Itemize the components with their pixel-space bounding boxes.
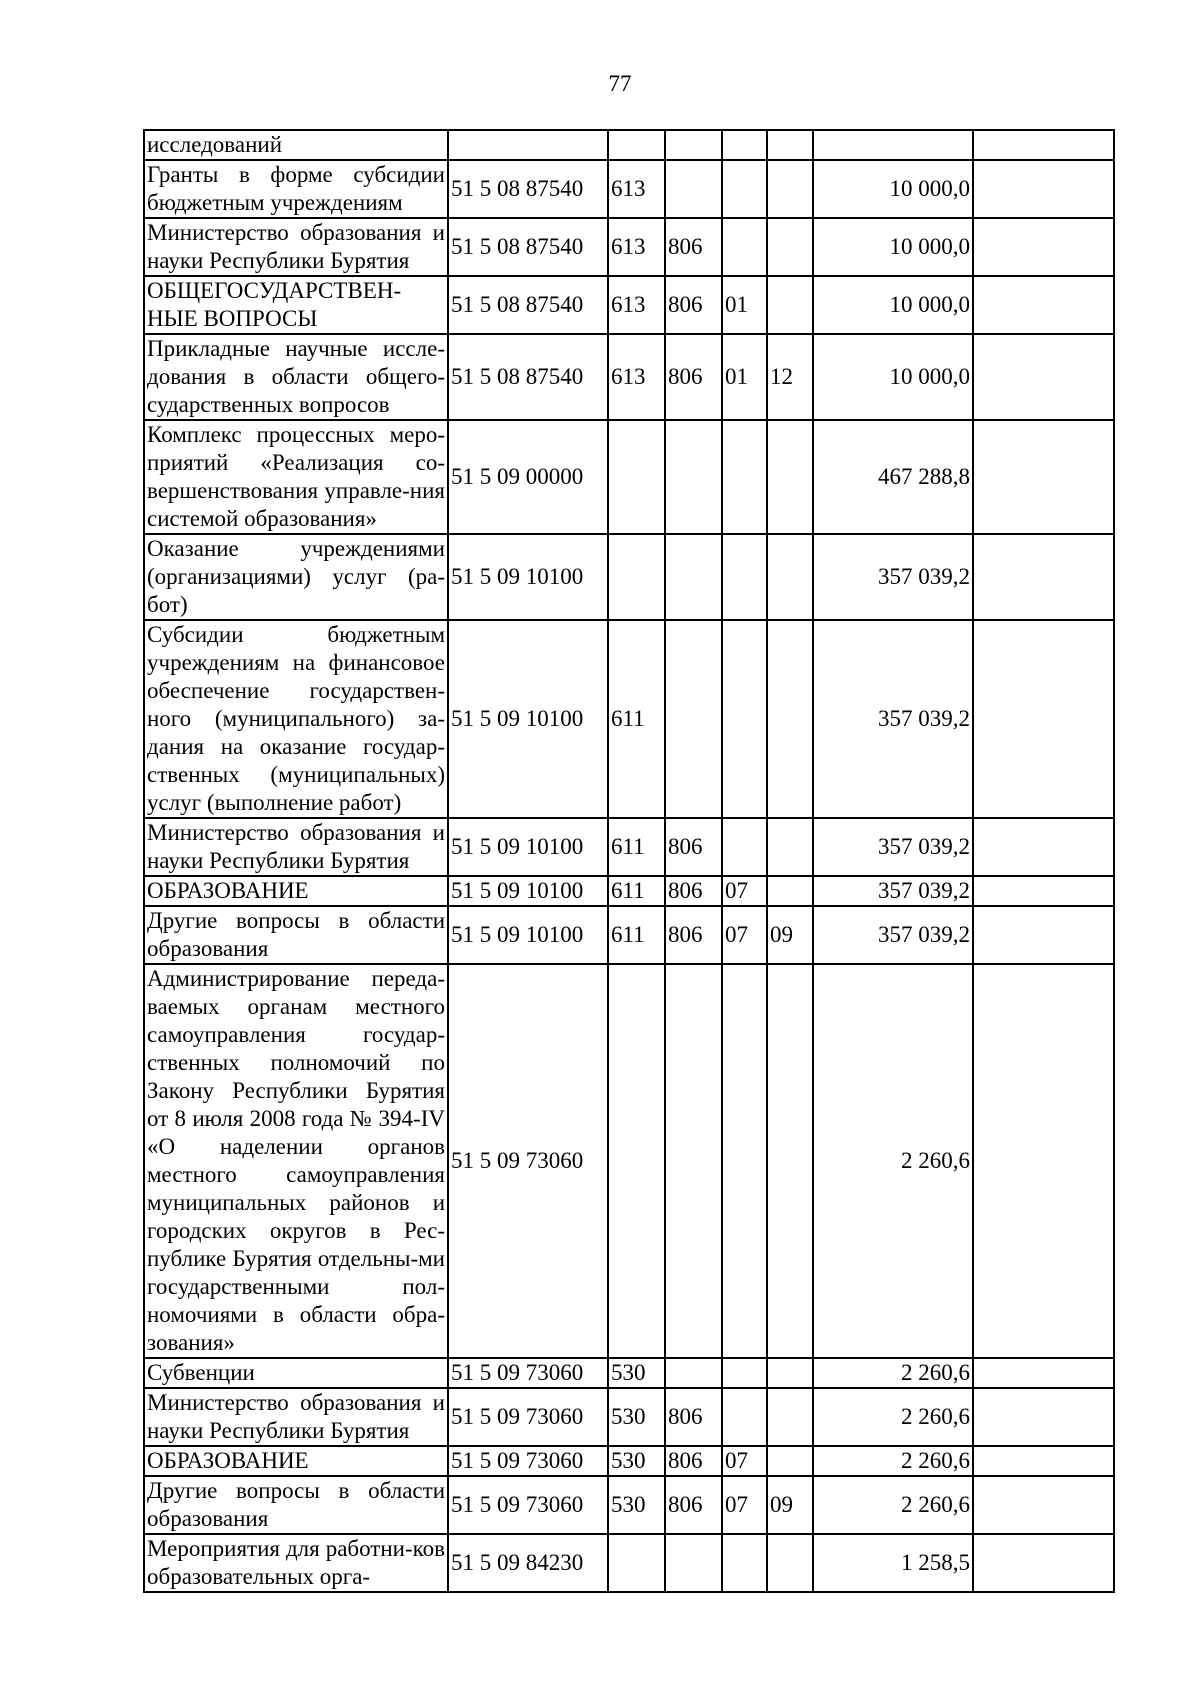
ministry-code-cell: 806 — [665, 1446, 722, 1476]
row-name-cell: ОБРАЗОВАНИЕ — [144, 1446, 448, 1476]
extra-cell — [973, 906, 1114, 964]
row-name-cell: ОБЩЕГОСУДАРСТВЕН-НЫЕ ВОПРОСЫ — [144, 276, 448, 334]
table-row — [144, 218, 1114, 276]
table-row — [144, 906, 1114, 964]
section-code-cell — [722, 964, 767, 1358]
amount-cell: 2 260,6 — [813, 1476, 973, 1534]
amount-cell: 357 039,2 — [813, 818, 973, 876]
extra-cell — [973, 334, 1114, 420]
section-code-cell: 07 — [722, 906, 767, 964]
subsection-code-cell: 09 — [767, 1476, 813, 1534]
expense-type-cell: 613 — [608, 218, 665, 276]
target-article-code-cell: 51 5 09 73060 — [448, 1476, 608, 1534]
table-row — [144, 1388, 1114, 1446]
extra-cell — [973, 818, 1114, 876]
page-number: 77 — [608, 71, 632, 96]
section-code-cell — [722, 818, 767, 876]
amount-cell: 2 260,6 — [813, 1446, 973, 1476]
row-name-cell: Министерство образования и науки Республики Бурятия — [144, 1388, 448, 1446]
expense-type-cell — [608, 130, 665, 160]
table-row — [144, 534, 1114, 620]
expense-type-cell: 611 — [608, 876, 665, 906]
section-code-cell: 07 — [722, 876, 767, 906]
target-article-code-cell: 51 5 09 10100 — [448, 534, 608, 620]
expense-type-cell: 530 — [608, 1446, 665, 1476]
expense-type-cell: 611 — [608, 818, 665, 876]
ministry-code-cell — [665, 160, 722, 218]
expense-type-cell — [608, 420, 665, 534]
subsection-code-cell — [767, 964, 813, 1358]
table-row — [144, 334, 1114, 420]
row-name-cell: исследований — [144, 130, 448, 160]
expense-type-cell: 611 — [608, 620, 665, 818]
ministry-code-cell — [665, 1358, 722, 1388]
amount-cell: 10 000,0 — [813, 218, 973, 276]
extra-cell — [973, 876, 1114, 906]
table-row — [144, 160, 1114, 218]
subsection-code-cell — [767, 818, 813, 876]
target-article-code-cell: 51 5 09 00000 — [448, 420, 608, 534]
subsection-code-cell — [767, 1358, 813, 1388]
table-body — [144, 130, 1114, 1592]
amount-cell: 2 260,6 — [813, 964, 973, 1358]
subsection-code-cell — [767, 1388, 813, 1446]
table-row — [144, 1446, 1114, 1476]
section-code-cell — [722, 534, 767, 620]
expense-type-cell — [608, 1534, 665, 1592]
row-name-cell: Прикладные научные иссле-дования в области общего-сударственных вопросов — [144, 334, 448, 420]
section-code-cell: 07 — [722, 1446, 767, 1476]
table-row — [144, 1534, 1114, 1592]
subsection-code-cell — [767, 420, 813, 534]
row-name-cell: ОБРАЗОВАНИЕ — [144, 876, 448, 906]
subsection-code-cell — [767, 130, 813, 160]
amount-cell: 357 039,2 — [813, 876, 973, 906]
amount-cell: 357 039,2 — [813, 906, 973, 964]
target-article-code-cell: 51 5 09 73060 — [448, 1358, 608, 1388]
section-code-cell — [722, 1388, 767, 1446]
ministry-code-cell: 806 — [665, 818, 722, 876]
section-code-cell: 01 — [722, 276, 767, 334]
subsection-code-cell — [767, 276, 813, 334]
expense-type-cell: 613 — [608, 276, 665, 334]
subsection-code-cell — [767, 1534, 813, 1592]
table-row — [144, 420, 1114, 534]
expense-type-cell: 530 — [608, 1476, 665, 1534]
extra-cell — [973, 1358, 1114, 1388]
target-article-code-cell: 51 5 08 87540 — [448, 276, 608, 334]
target-article-code-cell: 51 5 09 73060 — [448, 964, 608, 1358]
table-row — [144, 276, 1114, 334]
target-article-code-cell — [448, 130, 608, 160]
extra-cell — [973, 160, 1114, 218]
extra-cell — [973, 620, 1114, 818]
ministry-code-cell: 806 — [665, 276, 722, 334]
table-row — [144, 1476, 1114, 1534]
table-row — [144, 620, 1114, 818]
expense-type-cell: 613 — [608, 160, 665, 218]
expense-type-cell: 613 — [608, 334, 665, 420]
amount-cell: 357 039,2 — [813, 534, 973, 620]
section-code-cell — [722, 420, 767, 534]
ministry-code-cell: 806 — [665, 876, 722, 906]
row-name-cell: Субсидии бюджетным учреждениям на финансовое обеспечение государствен-ного (муниципального) за-дания на оказание государ-ственных (муниципальных) услуг (выполнение работ) — [144, 620, 448, 818]
row-name-cell: Министерство образования и науки Республики Бурятия — [144, 218, 448, 276]
extra-cell — [973, 534, 1114, 620]
ministry-code-cell: 806 — [665, 1388, 722, 1446]
amount-cell: 1 258,5 — [813, 1534, 973, 1592]
target-article-code-cell: 51 5 08 87540 — [448, 218, 608, 276]
section-code-cell: 07 — [722, 1476, 767, 1534]
ministry-code-cell — [665, 1534, 722, 1592]
subsection-code-cell — [767, 620, 813, 818]
target-article-code-cell: 51 5 08 87540 — [448, 334, 608, 420]
amount-cell: 10 000,0 — [813, 334, 973, 420]
table-row — [144, 964, 1114, 1358]
budget-table — [143, 129, 1115, 1593]
ministry-code-cell — [665, 964, 722, 1358]
target-article-code-cell: 51 5 09 73060 — [448, 1388, 608, 1446]
expense-type-cell: 530 — [608, 1388, 665, 1446]
target-article-code-cell: 51 5 09 10100 — [448, 906, 608, 964]
extra-cell — [973, 420, 1114, 534]
ministry-code-cell — [665, 620, 722, 818]
target-article-code-cell: 51 5 09 73060 — [448, 1446, 608, 1476]
ministry-code-cell: 806 — [665, 334, 722, 420]
ministry-code-cell — [665, 534, 722, 620]
expense-type-cell: 611 — [608, 906, 665, 964]
section-code-cell — [722, 160, 767, 218]
amount-cell: 357 039,2 — [813, 620, 973, 818]
extra-cell — [973, 1388, 1114, 1446]
row-name-cell: Оказание учреждениями (организациями) услуг (ра-бот) — [144, 534, 448, 620]
section-code-cell — [722, 218, 767, 276]
amount-cell: 2 260,6 — [813, 1358, 973, 1388]
target-article-code-cell: 51 5 09 10100 — [448, 818, 608, 876]
amount-cell: 2 260,6 — [813, 1388, 973, 1446]
row-name-cell: Другие вопросы в области образования — [144, 906, 448, 964]
extra-cell — [973, 964, 1114, 1358]
amount-cell — [813, 130, 973, 160]
extra-cell — [973, 1446, 1114, 1476]
amount-cell: 10 000,0 — [813, 276, 973, 334]
extra-cell — [973, 218, 1114, 276]
ministry-code-cell — [665, 130, 722, 160]
row-name-cell: Гранты в форме субсидии бюджетным учреждениям — [144, 160, 448, 218]
row-name-cell: Администрирование переда-ваемых органам местного самоуправления государ-ственных полномочий по Закону Республики Бурятия от 8 июля 2008 года № 394-IV «О наделении органов местного самоуправления муниципальных районов и городских округов в Рес-публике Бурятия отдельны-ми государственными пол-номочиями в области обра-зования» — [144, 964, 448, 1358]
table-row — [144, 130, 1114, 160]
section-code-cell — [722, 1358, 767, 1388]
section-code-cell — [722, 130, 767, 160]
table-row — [144, 818, 1114, 876]
extra-cell — [973, 1534, 1114, 1592]
expense-type-cell: 530 — [608, 1358, 665, 1388]
subsection-code-cell — [767, 876, 813, 906]
row-name-cell: Комплекс процессных меро-приятий «Реализация со-вершенствования управле-ния системой образования» — [144, 420, 448, 534]
extra-cell — [973, 130, 1114, 160]
subsection-code-cell — [767, 160, 813, 218]
ministry-code-cell — [665, 420, 722, 534]
section-code-cell — [722, 620, 767, 818]
target-article-code-cell: 51 5 09 84230 — [448, 1534, 608, 1592]
extra-cell — [973, 1476, 1114, 1534]
subsection-code-cell: 12 — [767, 334, 813, 420]
subsection-code-cell — [767, 1446, 813, 1476]
subsection-code-cell: 09 — [767, 906, 813, 964]
amount-cell: 10 000,0 — [813, 160, 973, 218]
subsection-code-cell — [767, 218, 813, 276]
table-row — [144, 1358, 1114, 1388]
expense-type-cell — [608, 534, 665, 620]
subsection-code-cell — [767, 534, 813, 620]
row-name-cell: Мероприятия для работни-ков образовательных орга- — [144, 1534, 448, 1592]
extra-cell — [973, 276, 1114, 334]
expense-type-cell — [608, 964, 665, 1358]
ministry-code-cell: 806 — [665, 906, 722, 964]
section-code-cell — [722, 1534, 767, 1592]
ministry-code-cell: 806 — [665, 218, 722, 276]
row-name-cell: Другие вопросы в области образования — [144, 1476, 448, 1534]
ministry-code-cell: 806 — [665, 1476, 722, 1534]
target-article-code-cell: 51 5 09 10100 — [448, 620, 608, 818]
row-name-cell: Министерство образования и науки Республики Бурятия — [144, 818, 448, 876]
table-row — [144, 876, 1114, 906]
target-article-code-cell: 51 5 08 87540 — [448, 160, 608, 218]
amount-cell: 467 288,8 — [813, 420, 973, 534]
section-code-cell: 01 — [722, 334, 767, 420]
row-name-cell: Субвенции — [144, 1358, 448, 1388]
target-article-code-cell: 51 5 09 10100 — [448, 876, 608, 906]
